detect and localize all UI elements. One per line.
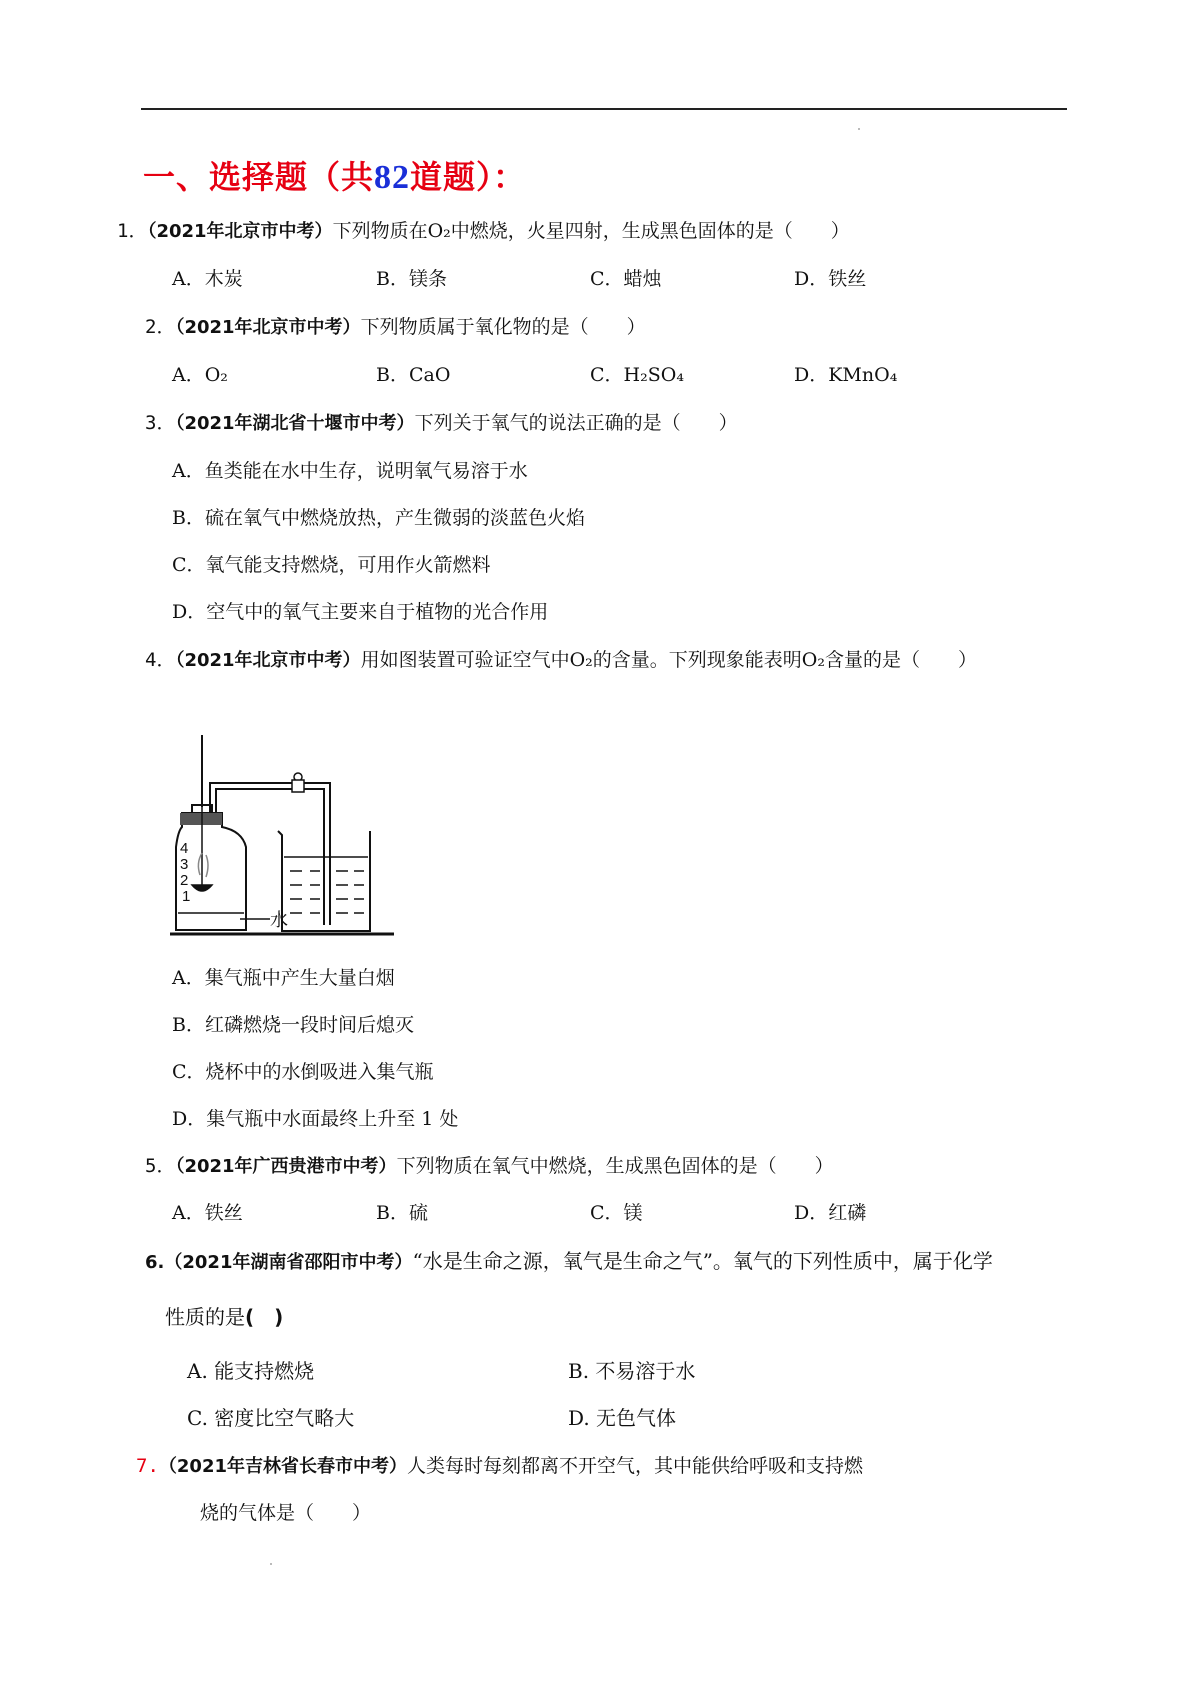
connecting-tube bbox=[210, 783, 330, 925]
water-in-beaker bbox=[284, 857, 368, 913]
q3-option-d: D．空气中的氧气主要来自于植物的光合作用 bbox=[172, 601, 549, 623]
q1-option-d: D．铁丝 bbox=[794, 268, 867, 290]
q3-option-c: C．氧气能支持燃烧，可用作火箭燃料 bbox=[172, 554, 491, 576]
scale-marks bbox=[180, 840, 190, 905]
question-3: 3．（2021年湖北省十堰市中考）下列关于氧气的说法正确的是（ ） bbox=[145, 412, 738, 434]
q6-option-b: B. 不易溶于水 bbox=[568, 1359, 696, 1383]
q3-option-a: A．鱼类能在水中生存，说明氧气易溶于水 bbox=[172, 460, 528, 482]
apparatus-diagram bbox=[170, 735, 400, 940]
scan-artifact bbox=[858, 128, 860, 130]
question-source: （2021年吉林省长春市中考） bbox=[158, 1456, 407, 1477]
header-rule bbox=[141, 108, 1067, 110]
q6-option-d: D. 无色气体 bbox=[568, 1406, 677, 1430]
q1-option-c: C．蜡烛 bbox=[590, 268, 662, 290]
q2-option-a: A．O₂ bbox=[172, 364, 228, 386]
q4-option-b: B．红磷燃烧一段时间后熄灭 bbox=[172, 1014, 414, 1036]
question-source: （2021年北京市中考） bbox=[175, 650, 361, 671]
question-7-line-2: 烧的气体是（ ） bbox=[200, 1502, 372, 1524]
scale-mark-4: 4 bbox=[180, 840, 189, 857]
q2-option-c: C．H₂SO₄ bbox=[590, 364, 684, 386]
q6-option-a: A. 能支持燃烧 bbox=[187, 1359, 315, 1383]
question-source: （2021年湖南省邵阳市中考） bbox=[164, 1252, 413, 1273]
q1-option-b: B．镁条 bbox=[376, 268, 447, 290]
q2-option-b: B．CaO bbox=[376, 364, 451, 386]
q5-option-b: B．硫 bbox=[376, 1202, 428, 1224]
scale-mark-3: 3 bbox=[180, 856, 189, 873]
scale-mark-1: 1 bbox=[182, 888, 191, 905]
question-source: （2021年北京市中考） bbox=[147, 221, 333, 242]
question-1: 1．（2021年北京市中考）下列物质在O₂中燃烧，火星四射，生成黑色固体的是（ ） bbox=[117, 220, 850, 242]
question-count: 82 bbox=[374, 159, 411, 196]
q3-option-b: B．硫在氧气中燃烧放热，产生微弱的淡蓝色火焰 bbox=[172, 507, 585, 529]
question-2: 2．（2021年北京市中考）下列物质属于氧化物的是（ ） bbox=[145, 316, 646, 338]
q4-option-d: D．集气瓶中水面最终上升至 1 处 bbox=[172, 1108, 459, 1130]
question-6: 6.（2021年湖南省邵阳市中考）“水是生命之源，氧气是生命之气”。氧气的下列性质中，属于化学 bbox=[145, 1249, 993, 1273]
scan-artifact bbox=[270, 1563, 272, 1565]
q4-option-a: A．集气瓶中产生大量白烟 bbox=[172, 967, 395, 989]
q1-option-a: A．木炭 bbox=[172, 268, 243, 290]
q5-option-d: D．红磷 bbox=[794, 1202, 867, 1224]
question-source: （2021年北京市中考） bbox=[175, 317, 361, 338]
question-4: 4．（2021年北京市中考）用如图装置可验证空气中O₂的含量。下列现象能表明O₂含量的是（ ） bbox=[145, 649, 977, 671]
rubber-stopper bbox=[180, 813, 222, 825]
answer-blank: ( ) bbox=[245, 1305, 284, 1329]
clamp-icon bbox=[292, 773, 304, 792]
q5-option-a: A．铁丝 bbox=[172, 1202, 243, 1224]
question-7: 7.（2021年吉林省长春市中考）人类每时每刻都离不开空气，其中能供给呼吸和支持燃 bbox=[136, 1455, 864, 1477]
q6-option-c: C. 密度比空气略大 bbox=[187, 1406, 355, 1430]
q4-option-c: C．烧杯中的水倒吸进入集气瓶 bbox=[172, 1061, 434, 1083]
question-6-line-2: 性质的是( ) bbox=[165, 1305, 284, 1329]
question-source: （2021年湖北省十堰市中考） bbox=[175, 413, 415, 434]
water-label: 水 bbox=[270, 910, 288, 931]
question-5: 5．（2021年广西贵港市中考）下列物质在氧气中燃烧，生成黑色固体的是（ ） bbox=[145, 1155, 834, 1177]
question-source: （2021年广西贵港市中考） bbox=[175, 1156, 397, 1177]
q2-option-d: D．KMnO₄ bbox=[794, 364, 898, 386]
scale-mark-2: 2 bbox=[180, 872, 189, 889]
q5-option-c: C．镁 bbox=[590, 1202, 643, 1224]
section-title: 一、选择题（共82道题）： bbox=[143, 158, 527, 196]
